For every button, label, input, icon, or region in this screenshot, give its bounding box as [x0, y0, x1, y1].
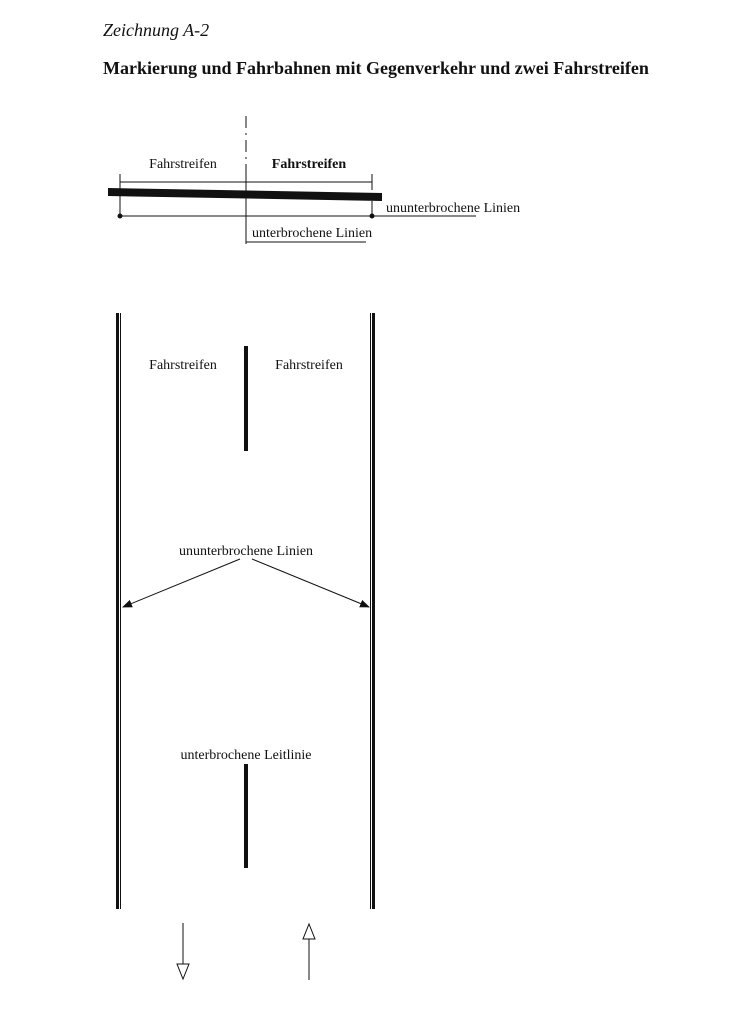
centre-dash-lower [244, 764, 248, 868]
cross-solid-lines-label: ununterbrochene Linien [386, 201, 521, 216]
pointer-arrow-right [252, 559, 369, 607]
cross-broken-line-label: unterbrochene Linien [252, 226, 373, 241]
cross-lane-left-label: Fahrstreifen [149, 157, 217, 172]
plan-lane-left-label: Fahrstreifen [149, 358, 217, 373]
plan-view [116, 313, 375, 980]
right-edge-solid-line-outer [372, 313, 375, 909]
down-direction-arrow-icon [177, 923, 189, 979]
left-edge-solid-line-inner [120, 313, 121, 909]
pointer-arrow-left [123, 559, 240, 607]
drawing-title: Markierung und Fahrbahnen mit Gegenverkehr und zwei Fahrstreifen [103, 58, 649, 78]
right-edge-solid-line [370, 313, 371, 909]
cross-lane-right-label: Fahrstreifen [271, 157, 347, 172]
plan-solid-lines-label: ununterbrochene Linien [178, 544, 314, 559]
left-edge-solid-line [116, 313, 119, 909]
plan-guide-line-label: unterbrochene Leitlinie [180, 748, 312, 763]
up-direction-arrow-icon [303, 924, 315, 980]
drawing-caption: Zeichnung A-2 [103, 20, 210, 40]
centre-dash-upper [244, 346, 248, 451]
plan-lane-right-label: Fahrstreifen [275, 358, 343, 373]
cross-section [108, 116, 520, 244]
